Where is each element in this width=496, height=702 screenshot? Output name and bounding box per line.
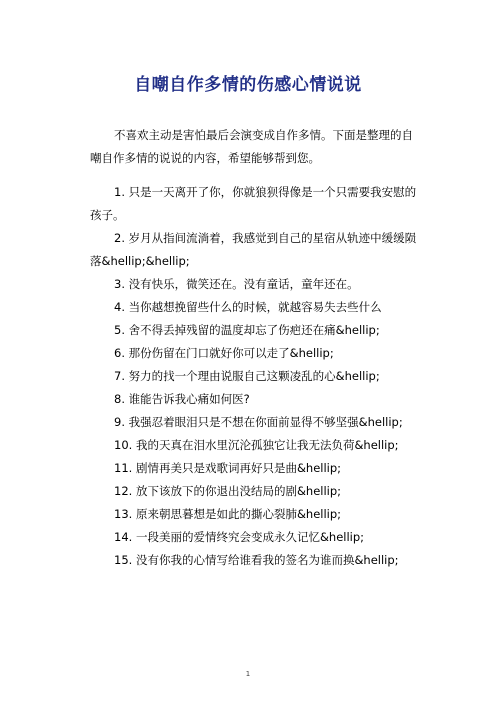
document-title: 自嘲自作多情的伤感心情说说 — [134, 75, 362, 95]
list-item: 9. 我强忍着眼泪只是不想在你面前显得不够坚强&hellip; — [114, 415, 403, 429]
list-item: 5. 舍不得丢掉残留的温度却忘了伤疤还在痛&hellip; — [114, 323, 380, 337]
list-item: 7. 努力的找一个理由说服自己这颗凌乱的心&hellip; — [114, 369, 380, 383]
list-item: 3. 没有快乐，微笑还在。没有童话，童年还在。 — [114, 277, 359, 291]
list-item: 15. 没有你我的心情写给谁看我的签名为谁而换&hellip; — [114, 553, 399, 567]
list-item: 11. 剧情再美只是戏歌词再好只是曲&hellip; — [114, 461, 342, 475]
list-item: 10. 我的天真在泪水里沉沦孤独它让我无法负荷&hellip; — [114, 438, 399, 452]
intro-paragraph: 不喜欢主动是害怕最后会演变成自作多情。下面是整理的自嘲自作多情的说说的内容，希望能够帮到您。 — [90, 128, 413, 165]
page-number: 1 — [245, 670, 251, 678]
list-item: 14. 一段美丽的爱情终究会变成永久记忆&hellip; — [114, 530, 365, 544]
list-item: 12. 放下该放下的你退出没结局的剧&hellip; — [114, 484, 342, 498]
list-item: 4. 当你越想挽留些什么的时候，就越容易失去些什么 — [114, 300, 382, 314]
list-item: 1. 只是一天离开了你，你就狼狈得像是一个只需要我安慰的孩子。 — [90, 185, 417, 222]
list-item: 6. 那份伤留在门口就好你可以走了&hellip; — [114, 346, 334, 360]
list-item: 2. 岁月从指间流淌着，我感觉到自己的星宿从轨迹中缓缓陨落&hellip;&hellip; — [90, 231, 417, 268]
quote-list — [90, 181, 420, 572]
list-item: 8. 谁能告诉我心痛如何医? — [114, 392, 250, 406]
list-item: 13. 原来朝思暮想是如此的撕心裂肺&hellip; — [114, 507, 342, 521]
